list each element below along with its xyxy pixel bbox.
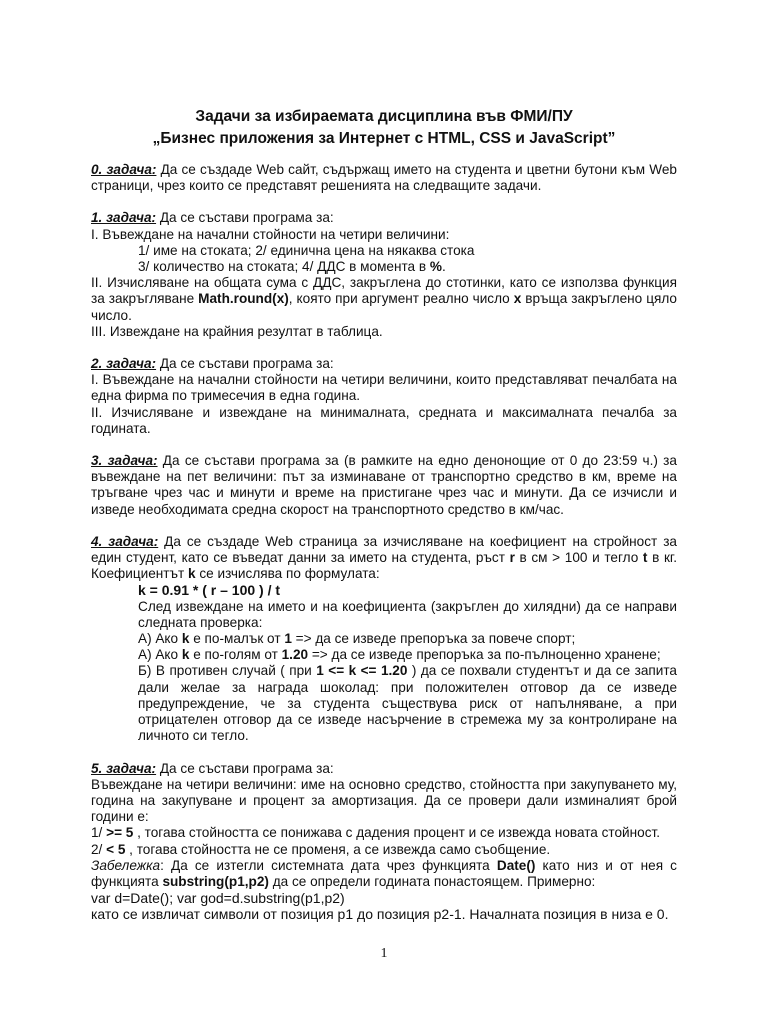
task-0 — [91, 162, 677, 194]
task-2-line-2: II. Изчисляване и извеждане на минималната, средната и максималната печалба за годината. — [91, 404, 677, 436]
page-number: 1 — [380, 946, 388, 961]
title-line-1: Задачи за избираемата дисциплина във ФМИ/ПУ — [195, 108, 573, 125]
title-line-2: „Бизнес приложения за Интернет с HTML, CSS и JavaScript” — [152, 130, 616, 147]
task-4: 4. задача: Да се създаде Web страница за изчисляване на коефициент на стройност за един студент, като се въведат данни за името на студента, ръст r в см > 100 и тегло t в кг. Коефициентът k се изчислява по формулата: k = 0.91 * ( r – 100 ) / t След извеждане на името и на коефициента (закръглен до хилядни) да се направи следната проверка: А) Ако k е по-малък от 1 => да се изведе препоръка за повече спорт; А) Ако k е по-голям от 1.20 => да се изведе препоръка за по-пълноценно хранене; Б) В противен случай ( при 1 <= k <= 1.20 ) да се похвали студентът и да се запита дали желае за награда шоколад: при положителен отговор да се изведе предупреждение, че за студента съществува риск от напълняване, а при отрицателен отговор да се изведе насърчение в стремежа му за контролиране на личното си тегло. — [91, 533, 677, 744]
task-0-label: 0. задача: — [91, 162, 157, 177]
task-2-intro: Да се състави програма за: — [156, 356, 334, 372]
task-4-line-3: А) Ако k е по-малък от 1 => да се изведе препоръка за повече спорт; — [138, 631, 576, 647]
task-1-line-2: 1/ име на стоката; 2/ единична цена на някаква стока — [138, 242, 475, 258]
task-5-line-1: Въвеждане на четири величини: име на основно средство, стойността при закупуването му, година на закупуване и процент за амортизация. Да се провери дали изминалият брой години е: — [91, 776, 677, 825]
task-1 — [91, 210, 677, 340]
task-3 — [91, 453, 677, 518]
task-1-label: 1. задача: — [91, 210, 157, 226]
task-5-line-2: 1/ >= 5 , тогава стойността се понижава с дадения процент и се извежда новата стойност. — [91, 825, 661, 841]
task-2-line-1: I. Въвеждане на начални стойности на четири величини, които представляват печалбата на една фирма по тримесечия в една година. — [91, 372, 677, 404]
task-4-line-4: А) Ако k е по-голям от 1.20 => да се изведе препоръка за по-пълноценно хранене; — [138, 647, 661, 663]
task-4-line-5: Б) В противен случай ( при 1 <= k <= 1.20 ) да се похвали студентът и да се запита дали желае за награда шоколад: при положителен отговор да се изведе предупреждение, че за студента съществува риск от напълняване, а при отрицателен отговор да се изведе насърчение в стремежа му за контролиране на личното си тегло. — [138, 663, 677, 744]
task-1-intro: Да се състави програма за: — [156, 210, 334, 226]
task-3-text: Да се състави програма за (в рамките на едно денонощие от 0 до 23:59 ч.) за въвеждане на пет величини: път за изминаване от транспортно средство в км, време на тръгване чрез час и минути и време на пристигане чрез час и минути. Да се изчисли и изведе необходимата средна скорост на транспортното средство в км/час. — [91, 453, 677, 517]
task-1-line-1: I. Въвеждане на начални стойности на четири величини: — [91, 226, 450, 242]
task-5-line-3: 2/ < 5 , тогава стойността не се променя, а се извежда само съобщение. — [91, 841, 551, 857]
task-3-label: 3. задача: — [91, 453, 158, 469]
task-2-label: 2. задача: — [91, 356, 157, 372]
task-1-line-4: II. Изчисляване на общата сума с ДДС, закръглена до стотинки, като се използва функция за закръгляване Math.round(x), която при аргумент реално число x връща закръглено цяло число. — [91, 275, 677, 323]
task-2 — [91, 356, 677, 437]
task-4-label: 4. задача: — [91, 533, 159, 549]
task-0-text: Да се създаде Web сайт, съдържащ името на студента и цветни бутони към Web страници, чрез които се представят решенията на следващите задачи. — [91, 162, 677, 194]
task-5-label: 5. задача: — [91, 760, 157, 776]
document-title — [0, 106, 768, 150]
task-4-line-2: След извеждане на името и на коефициента (закръглен до хилядни) да се направи следната проверка: — [138, 598, 677, 630]
task-5-note: Забележка: Да се изтегли системната дата чрез функцията Date() като низ и от нея с функцията substring(p1,p2) да се определи годината понастоящем. Примерно: — [91, 857, 677, 889]
task-1-line-3: 3/ количество на стоката; 4/ ДДС в момента в %. — [138, 259, 446, 275]
document-body — [91, 162, 677, 923]
task-5-line-5: като се извличат символи от позиция р1 до позиция р2-1. Началната позиция в низа е 0. — [91, 906, 669, 923]
task-5 — [91, 761, 677, 923]
task-1-line-5: III. Извеждане на крайния резултат в таблица. — [91, 323, 383, 339]
task-5-intro: Да се състави програма за: — [156, 760, 334, 776]
task-4-formula: k = 0.91 * ( r – 100 ) / t — [138, 582, 281, 599]
task-5-code: var d=Date(); var god=d.substring(p1,p2) — [91, 890, 345, 907]
